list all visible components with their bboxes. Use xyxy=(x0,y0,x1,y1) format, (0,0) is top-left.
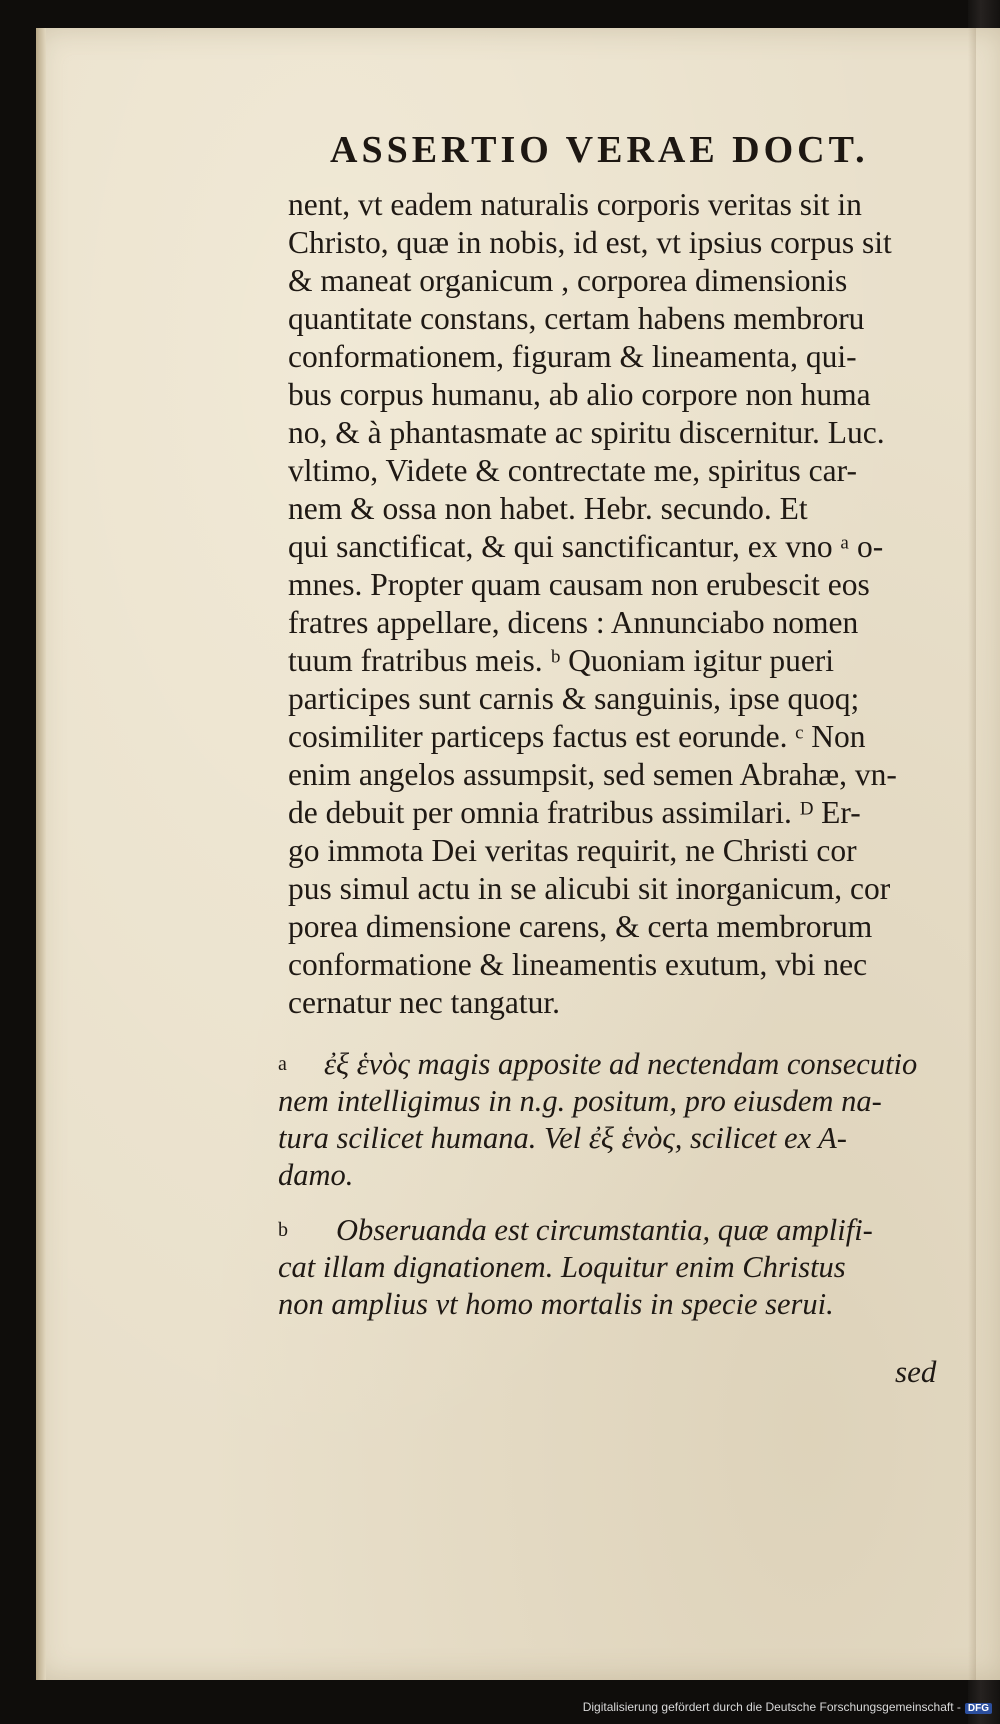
note-b xyxy=(278,1212,958,1323)
note-line: cat illam dignationem. Loquitur enim Christus xyxy=(278,1250,846,1284)
text-line: Christo, quæ in nobis, id est, vt ipsius corpus sit xyxy=(288,225,892,260)
text-line: cernatur nec tangatur. xyxy=(288,985,560,1020)
text-line: quantitate constans, certam habens membroru xyxy=(288,301,865,336)
digitization-credit xyxy=(583,1700,992,1714)
text-line: enim angelos assumpsit, sed semen Abrahæ, vn- xyxy=(288,757,897,792)
note-line: tura scilicet humana. Vel ἐξ ἑνὸς, scilicet ex A- xyxy=(278,1121,847,1155)
text-line: participes sunt carnis & sanguinis, ipse quoq; xyxy=(288,681,860,716)
credit-text: Digitalisierung gefördert durch die Deutsche Forschungsgemeinschaft - xyxy=(582,1700,961,1714)
text-line: pus simul actu in se alicubi sit inorganicum, cor xyxy=(288,871,891,906)
text-line: conformationem, figuram & lineamenta, qui- xyxy=(288,339,857,374)
note-line: non amplius vt homo mortalis in specie serui. xyxy=(278,1287,834,1321)
text-line: vltimo, Videte & contrectate me, spiritus car- xyxy=(288,453,857,488)
note-line: nem intelligimus in n.g. positum, pro eiusdem na- xyxy=(278,1084,882,1118)
text-line: porea dimensione carens, & certa membrorum xyxy=(288,909,873,944)
note-line: damo. xyxy=(278,1158,354,1192)
text-line: & maneat organicum , corporea dimensionis xyxy=(288,263,848,298)
marginal-notes xyxy=(278,1046,958,1323)
text-line: qui sanctificat, & qui sanctificantur, ex vno ᵃ o- xyxy=(288,529,884,564)
text-line: tuum fratribus meis. ᵇ Quoniam igitur pueri xyxy=(288,643,835,678)
text-line: mnes. Propter quam causam non erubescit eos xyxy=(288,567,870,602)
text-line: nent, vt eadem naturalis corporis veritas sit in xyxy=(288,187,862,222)
page-edge-shadow xyxy=(968,28,976,1680)
note-line: ἐξ ἑνὸς magis apposite ad nectendam consecutio xyxy=(324,1047,918,1081)
text-line: conformatione & lineamentis exutum, vbi nec xyxy=(288,947,868,982)
text-line: no, & à phantasmate ac spiritu discernitur. Luc. xyxy=(288,415,885,450)
dfg-logo: DFG xyxy=(965,1703,992,1714)
catchword: sed xyxy=(895,1354,937,1389)
note-a xyxy=(278,1046,958,1194)
text-line: fratres appellare, dicens : Annunciabo nomen xyxy=(288,605,859,640)
text-line: bus corpus humanu, ab alio corpore non huma xyxy=(288,377,871,412)
note-line: Obseruanda est circumstantia, quæ amplifi- xyxy=(336,1213,873,1247)
note-marker: a xyxy=(278,1053,287,1075)
note-marker: b xyxy=(278,1219,288,1241)
text-line: cosimiliter particeps factus est eorunde. ᶜ Non xyxy=(288,719,866,754)
text-line: go immota Dei veritas requirit, ne Christi cor xyxy=(288,833,857,868)
text-line: de debuit per omnia fratribus assimilari. ᴰ Er- xyxy=(288,795,861,830)
main-text xyxy=(288,186,953,1022)
page-gutter-shadow xyxy=(36,28,46,1680)
text-line: nem & ossa non habet. Hebr. secundo. Et xyxy=(288,491,808,526)
running-head: ASSERTIO VERAE DOCT. xyxy=(330,129,869,171)
